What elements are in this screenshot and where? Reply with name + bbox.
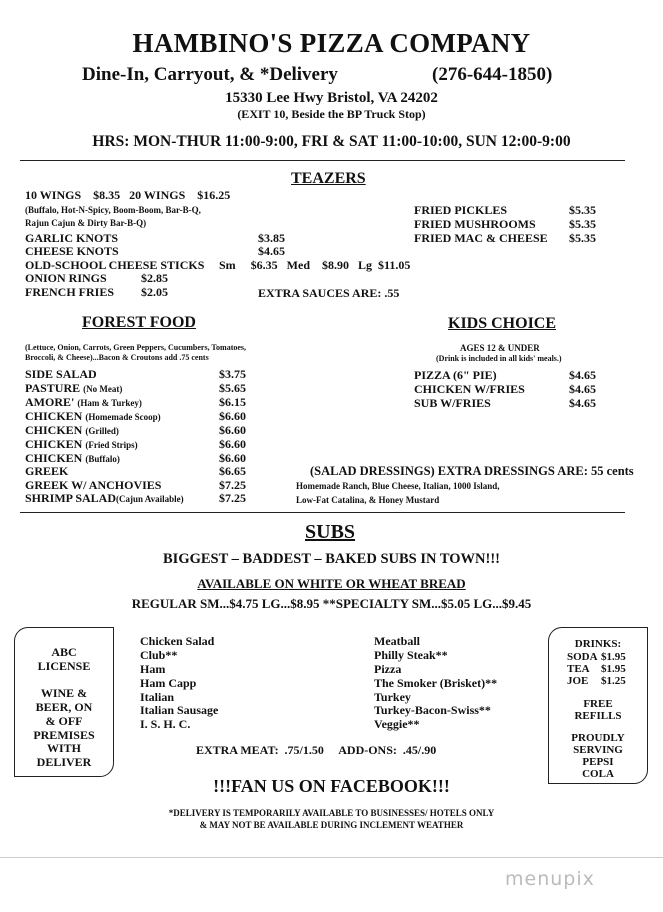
dressing-options: Homemade Ranch, Blue Cheese, Italian, 1000 Island, xyxy=(296,481,500,491)
menu-item-name: FRIED MUSHROOMS xyxy=(414,217,536,231)
menu-item-name: CHICKEN W/FRIES xyxy=(414,382,525,396)
menu-item-price: $2.85 xyxy=(141,271,168,285)
header-divider xyxy=(20,160,625,161)
drinks-heading: DRINKS: xyxy=(574,638,622,650)
menu-item-name: SHRIMP SALAD(Cajun Available) xyxy=(25,491,184,505)
menu-item-price: $5.35 xyxy=(569,231,596,245)
sub-extras: EXTRA MEAT: .75/1.50 ADD-ONS: .45/.90 xyxy=(196,743,437,757)
drink-price: $1.95 xyxy=(601,651,626,663)
menu-item-price: $4.65 xyxy=(569,382,596,396)
menupix-watermark: menupix xyxy=(505,868,595,890)
proudly-serving: PEPSI xyxy=(582,756,614,768)
salad-note: (Lettuce, Onion, Carrots, Green Peppers, Cucumbers, Tomatoes, xyxy=(25,343,247,352)
menu-item-name: CHICKEN (Grilled) xyxy=(25,423,119,437)
menu-item-name: AMORE' (Ham & Turkey) xyxy=(25,395,142,409)
delivery-notice: & MAY NOT BE AVAILABLE DURING INCLEMENT WEATHER xyxy=(199,820,464,830)
menu-item-name: SIDE SALAD xyxy=(25,367,97,381)
drink-name: JOE xyxy=(567,675,589,687)
menu-item-price: $6.60 xyxy=(219,451,246,465)
bread-options: AVAILABLE ON WHITE OR WHEAT BREAD xyxy=(197,576,466,591)
sub-item: Turkey xyxy=(374,690,411,704)
sub-item: Veggie** xyxy=(374,717,420,731)
sub-item: Italian xyxy=(140,690,175,704)
phone-number: (276-644-1850) xyxy=(432,64,553,85)
menu-item-name: CHICKEN (Homemade Scoop) xyxy=(25,409,161,423)
menu-item-name: CHICKEN (Buffalo) xyxy=(25,451,120,465)
menu-item-price: $6.60 xyxy=(219,423,246,437)
menu-item-price: $6.15 xyxy=(219,395,246,409)
menu-item-price: $3.75 xyxy=(219,367,246,381)
menu-item-name: PASTURE (No Meat) xyxy=(25,381,123,395)
sub-item: Club** xyxy=(140,648,178,662)
abc-line: DELIVER xyxy=(36,755,92,769)
sub-item: Pizza xyxy=(374,662,402,676)
drink-price: $1.25 xyxy=(601,675,626,687)
free-refills: FREE xyxy=(583,698,613,710)
section-divider xyxy=(20,512,625,513)
abc-line: ABC xyxy=(51,645,77,659)
sub-item: Italian Sausage xyxy=(140,703,219,717)
menu-item-name: FRIED PICKLES xyxy=(414,203,508,217)
drink-name: TEA xyxy=(567,663,590,675)
directions: (EXIT 10, Beside the BP Truck Stop) xyxy=(237,107,426,121)
salad-note: Broccoli, & Cheese)...Bacon & Croutons add .75 cents xyxy=(25,353,209,362)
menu-item-name: ONION RINGS xyxy=(25,271,107,285)
delivery-notice: *DELIVERY IS TEMPORARILY AVAILABLE TO BUSINESSES/ HOTELS ONLY xyxy=(168,808,495,818)
sub-item: Turkey-Bacon-Swiss** xyxy=(374,703,491,717)
sub-item: Ham xyxy=(140,662,166,676)
abc-line: PREMISES xyxy=(33,728,95,742)
kids-ages: AGES 12 & UNDER xyxy=(460,343,540,353)
menu-item-price: $5.35 xyxy=(569,203,596,217)
menu-item-price: $6.60 xyxy=(219,409,246,423)
menu-item-price: $4.65 xyxy=(258,244,285,258)
menu-item-name: CHICKEN (Fried Strips) xyxy=(25,437,138,451)
kids-drink-note: (Drink is included in all kids' meals.) xyxy=(436,354,562,363)
wing-flavors: (Buffalo, Hot-N-Spicy, Boom-Boom, Bar-B-Q, xyxy=(25,205,201,215)
abc-line: LICENSE xyxy=(37,659,91,673)
wings-line: 10 WINGS $8.35 20 WINGS $16.25 xyxy=(25,188,231,202)
menu-item-name: OLD-SCHOOL CHEESE STICKS xyxy=(25,258,205,272)
facebook-callout: !!!FAN US ON FACEBOOK!!! xyxy=(213,776,450,796)
services-line: Dine-In, Carryout, & *Delivery xyxy=(82,64,338,85)
proudly-serving: SERVING xyxy=(573,744,623,756)
menu-item-price: $2.05 xyxy=(141,285,168,299)
drink-name: SODA xyxy=(567,651,598,663)
extra-sauces: EXTRA SAUCES ARE: .55 xyxy=(258,286,400,300)
menu-item-name: FRENCH FRIES xyxy=(25,285,115,299)
menu-item-price: $7.25 xyxy=(219,491,246,505)
teazers-heading: TEAZERS xyxy=(291,170,366,187)
forest-food-heading: FOREST FOOD xyxy=(82,314,196,331)
menu-item-name: GREEK W/ ANCHOVIES xyxy=(25,478,162,492)
menu-item-name: FRIED MAC & CHEESE xyxy=(414,231,548,245)
wing-flavors: Rajun Cajun & Dirty Bar-B-Q) xyxy=(25,218,147,228)
menu-item-name: SUB W/FRIES xyxy=(414,396,491,410)
abc-line: BEER, ON xyxy=(35,700,93,714)
menu-item-price: $4.65 xyxy=(569,368,596,382)
menu-item-price: $3.85 xyxy=(258,231,285,245)
proudly-serving: PROUDLY xyxy=(571,732,625,744)
menu-item-price: $6.60 xyxy=(219,437,246,451)
menu-item-price: Sm $6.35 Med $8.90 Lg $11.05 xyxy=(219,258,411,272)
sub-item: I. S. H. C. xyxy=(140,717,191,731)
menu-item-price: $4.65 xyxy=(569,396,596,410)
restaurant-title: HAMBINO'S PIZZA COMPANY xyxy=(132,28,531,58)
address: 15330 Lee Hwy Bristol, VA 24202 xyxy=(225,90,438,106)
menu-item-name: GREEK xyxy=(25,464,69,478)
subs-pricing: REGULAR SM...$4.75 LG...$8.95 **SPECIALTY SM...$5.05 LG...$9.45 xyxy=(131,596,532,611)
menu-item-price: $7.25 xyxy=(219,478,246,492)
menu-item-price: $5.35 xyxy=(569,217,596,231)
menu-item-name: PIZZA (6" PIE) xyxy=(414,368,497,382)
menu-item-price: $5.65 xyxy=(219,381,246,395)
salad-dressings-line: (SALAD DRESSINGS) EXTRA DRESSINGS ARE: 55 cents xyxy=(310,464,634,478)
abc-line: WINE & xyxy=(40,686,88,700)
dressing-options: Low-Fat Catalina, & Honey Mustard xyxy=(296,495,440,505)
sub-item: Ham Capp xyxy=(140,676,197,690)
menu-item-name: CHEESE KNOTS xyxy=(25,244,119,258)
sub-item: Philly Steak** xyxy=(374,648,448,662)
hours: HRS: MON-THUR 11:00-9:00, FRI & SAT 11:00-10:00, SUN 12:00-9:00 xyxy=(92,133,571,150)
menu-item-name: GARLIC KNOTS xyxy=(25,231,119,245)
sub-item: Meatball xyxy=(374,634,420,648)
proudly-serving: COLA xyxy=(582,768,614,780)
sub-item: The Smoker (Brisket)** xyxy=(374,676,498,690)
footer-divider xyxy=(0,857,663,858)
abc-line: WITH xyxy=(46,741,81,755)
subs-heading: SUBS xyxy=(305,521,356,543)
menu-item-price: $6.65 xyxy=(219,464,246,478)
sub-item: Chicken Salad xyxy=(140,634,215,648)
kids-choice-heading: KIDS CHOICE xyxy=(448,315,557,332)
drink-price: $1.95 xyxy=(601,663,626,675)
free-refills: REFILLS xyxy=(574,710,622,722)
abc-line: & OFF xyxy=(45,714,83,728)
subs-tagline: BIGGEST – BADDEST – BAKED SUBS IN TOWN!!! xyxy=(163,551,500,567)
